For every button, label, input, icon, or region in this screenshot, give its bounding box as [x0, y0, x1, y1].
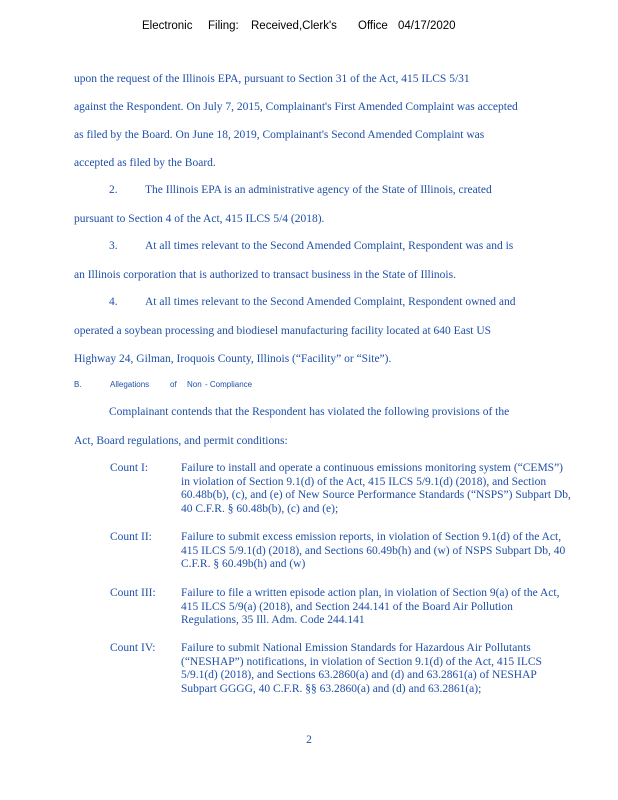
intro-line: against the Respondent. On July 7, 2015, Complainant's First Amended Complaint was accepted — [74, 101, 518, 113]
count-label: Count IV: — [110, 642, 156, 654]
header-electronic: Electronic — [142, 20, 193, 32]
paragraph-line: operated a soybean processing and biodiesel manufacturing facility located at 640 East US — [74, 325, 492, 337]
header-office: Office — [358, 20, 388, 32]
section-word: - Compliance — [205, 380, 253, 389]
section-word: Allegations — [110, 380, 150, 389]
paragraph-line: pursuant to Section 4 of the Act, 415 ILCS 5/4 (2018). — [74, 213, 325, 225]
contention-line: Act, Board regulations, and permit conditions: — [74, 435, 288, 447]
paragraph-number: 2. — [109, 184, 118, 196]
count-label: Count III: — [110, 587, 156, 599]
count-label: Count I: — [110, 462, 149, 474]
count-text: Failure to install and operate a continuous emissions monitoring system (“CEMS”) in violation of Section 9.1(d) of the Act, 415 ILCS 5/9.1(d) (2018), and Section 60.48b(b), (c), and (e) of New Source Performance Standards (“NSPS”) Subpart Db, 40 C.F.R. § 60.48b(b), (c) and (e); — [181, 462, 571, 515]
intro-line: as filed by the Board. On June 18, 2019, Complainant's Second Amended Complaint was — [74, 129, 485, 141]
paragraph-number: 4. — [109, 296, 118, 308]
page-number: 2 — [306, 734, 312, 746]
paragraph-first-line: At all times relevant to the Second Amended Complaint, Respondent owned and — [145, 296, 516, 308]
filing-stamp-header — [0, 20, 618, 38]
header-filing: Filing: — [208, 20, 239, 32]
paragraph-first-line: At all times relevant to the Second Amended Complaint, Respondent was and is — [145, 240, 514, 252]
paragraph-first-line: The Illinois EPA is an administrative agency of the State of Illinois, created — [145, 184, 492, 196]
intro-line: accepted as filed by the Board. — [74, 157, 216, 169]
count-text: Failure to submit excess emission reports, in violation of Section 9.1(d) of the Act, 415 ILCS 5/9.1(d) (2018), and Sections 60.49b(h) and (w) of NSPS Subpart Db, 40 C.F.R. § 60.49b(h) and (w) — [181, 531, 566, 570]
paragraph-line: an Illinois corporation that is authorized to transact business in the State of Illinois. — [74, 269, 456, 281]
contention-line: Complainant contends that the Respondent has violated the following provisions of the — [109, 406, 510, 418]
count-label: Count II: — [110, 531, 152, 543]
paragraph-line: Highway 24, Gilman, Iroquois County, Illinois (“Facility” or “Site”). — [74, 353, 392, 365]
intro-line: upon the request of the Illinois EPA, pursuant to Section 31 of the Act, 415 ILCS 5/31 — [74, 73, 470, 85]
count-text: Failure to file a written episode action plan, in violation of Section 9(a) of the Act, 415 ILCS 5/9(a) (2018), and Section 244.141 of the Board Air Pollution Regulations, 35 Ill. Adm. Code 244.141 — [181, 587, 560, 626]
section-word: Non — [187, 380, 202, 389]
header-received: Received,Clerk's — [251, 20, 337, 32]
section-letter: B. — [74, 380, 82, 389]
count-text: Failure to submit National Emission Standards for Hazardous Air Pollutants (“NESHAP”) notifications, in violation of Section 9.1(d) of the Act, 415 ILCS 5/9.1(d) (2018), and Sections 63.2860(a) and (d) and 63.2861(a) of NESHAP Subpart GGGG, 40 C.F.R. §§ 63.2860(a) and (d) and 63.2861(a); — [181, 642, 542, 695]
paragraph-number: 3. — [109, 240, 118, 252]
header-date: 04/17/2020 — [398, 20, 456, 32]
section-word: of — [170, 380, 177, 389]
